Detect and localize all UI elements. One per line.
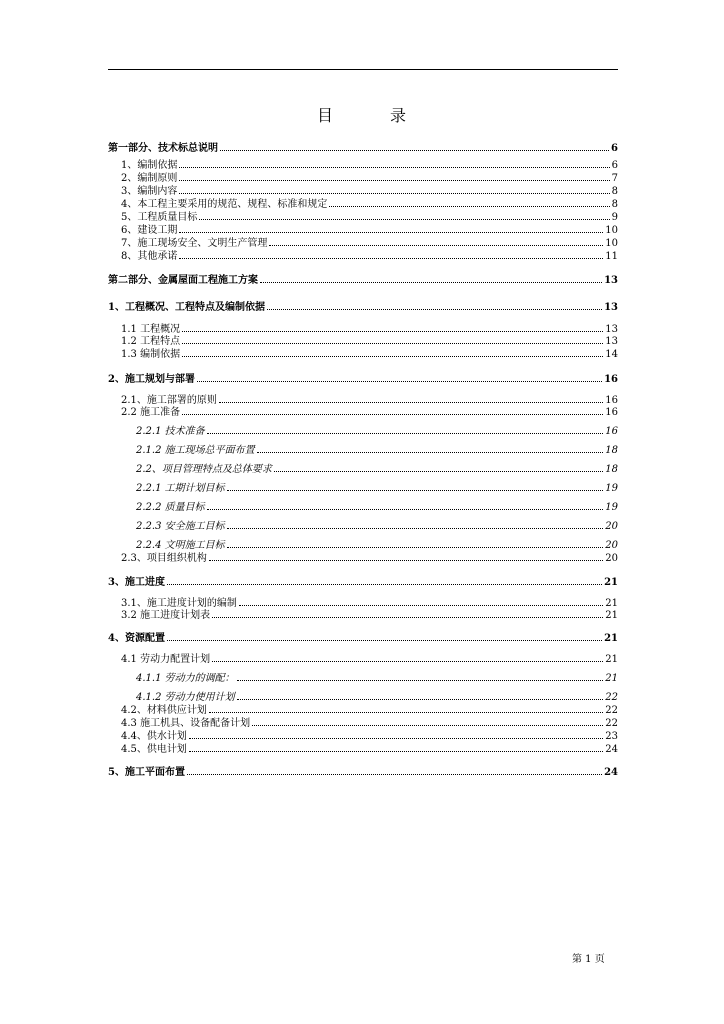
toc-entry-page: 7 xyxy=(611,173,618,184)
toc-entry-label: 2、施工规划与部署 xyxy=(108,374,195,385)
toc-entry[interactable] xyxy=(108,250,618,263)
toc-dot-leader xyxy=(220,142,609,151)
toc-entry-label: 3.2 施工进度计划表 xyxy=(121,610,211,621)
toc-dot-leader xyxy=(237,691,604,700)
toc-entry-page: 16 xyxy=(605,395,618,406)
toc-entry[interactable] xyxy=(108,142,618,155)
toc-dot-leader xyxy=(179,250,603,259)
toc-entry-page: 21 xyxy=(605,673,618,684)
toc-entry[interactable] xyxy=(108,224,618,237)
toc-entry[interactable] xyxy=(108,717,618,730)
toc-entry-label: 4.1 劳动力配置计划 xyxy=(121,654,211,665)
toc-dot-leader xyxy=(227,539,604,548)
toc-entry-label: 第一部分、技术标总说明 xyxy=(108,143,218,154)
toc-entry-label: 2.2.1 技术准备 xyxy=(136,426,205,437)
page-number-footer: 第 1 页 xyxy=(572,954,605,965)
toc-entry-page: 22 xyxy=(605,718,618,729)
toc-entry-label: 4.1.1 劳动力的调配： xyxy=(136,673,235,684)
toc-dot-leader xyxy=(197,373,602,382)
toc-dot-leader xyxy=(182,406,603,415)
toc-entry-page: 11 xyxy=(605,251,618,262)
toc-entry-page: 22 xyxy=(605,705,618,716)
toc-entry-label: 3.1、施工进度计划的编制 xyxy=(121,598,237,609)
toc-dot-leader xyxy=(167,576,602,585)
toc-entry-page: 24 xyxy=(604,767,618,778)
toc-entry-label: 4.1.2 劳动力使用计划 xyxy=(136,692,235,703)
toc-entry[interactable] xyxy=(108,539,618,552)
title-char-1: 目 xyxy=(316,106,334,125)
toc-entry-page: 21 xyxy=(604,633,618,644)
page-title xyxy=(0,103,724,126)
toc-entry[interactable] xyxy=(108,552,618,565)
toc-entry-label: 2.2.1 工期计划目标 xyxy=(136,483,225,494)
toc-entry-page: 6 xyxy=(611,160,618,171)
toc-entry-label: 5、工程质量目标 xyxy=(121,212,198,223)
toc-entry[interactable] xyxy=(108,463,618,476)
toc-dot-leader xyxy=(182,348,603,357)
toc-entry-label: 2.2.3 安全施工目标 xyxy=(136,521,225,532)
toc-entry[interactable] xyxy=(108,730,618,743)
toc-entry[interactable] xyxy=(108,172,618,185)
toc-entry[interactable] xyxy=(108,609,618,622)
toc-entry-page: 10 xyxy=(605,238,618,249)
toc-entry-label: 2.2.2 质量目标 xyxy=(136,502,205,513)
toc-entry[interactable] xyxy=(108,373,618,386)
toc-entry-page: 13 xyxy=(605,324,618,335)
title-char-2: 录 xyxy=(390,106,408,125)
toc-dot-leader xyxy=(212,609,603,618)
toc-dot-leader xyxy=(179,224,603,233)
toc-entry-label: 4、资源配置 xyxy=(108,633,165,644)
toc-entry-label: 2.2.4 文明施工目标 xyxy=(136,540,225,551)
toc-entry-page: 21 xyxy=(604,577,618,588)
toc-dot-leader xyxy=(227,482,604,491)
toc-entry[interactable] xyxy=(108,185,618,198)
toc-entry[interactable] xyxy=(108,482,618,495)
toc-dot-leader xyxy=(219,394,603,403)
toc-entry-page: 13 xyxy=(605,336,618,347)
toc-dot-leader xyxy=(227,520,604,529)
toc-dot-leader xyxy=(260,274,602,283)
toc-dot-leader xyxy=(182,335,603,344)
toc-entry-label: 2.1.2 施工现场总平面布置 xyxy=(136,445,255,456)
toc-entry-page: 8 xyxy=(611,186,618,197)
toc-dot-leader xyxy=(209,704,603,713)
toc-entry-page: 19 xyxy=(605,483,618,494)
toc-entry-page: 24 xyxy=(605,744,618,755)
toc-entry-label: 1、编制依据 xyxy=(121,160,178,171)
toc-entry-page: 8 xyxy=(611,199,618,210)
toc-entry[interactable] xyxy=(108,406,618,419)
toc-entry-label: 6、建设工期 xyxy=(121,225,178,236)
toc-dot-leader xyxy=(182,323,603,332)
toc-entry[interactable] xyxy=(108,425,618,438)
toc-entry-label: 5、施工平面布置 xyxy=(108,767,185,778)
toc-entry-page: 18 xyxy=(605,464,618,475)
toc-dot-leader xyxy=(269,237,603,246)
toc-entry-label: 第二部分、金属屋面工程施工方案 xyxy=(108,275,258,286)
toc-entry[interactable] xyxy=(108,198,618,211)
toc-entry-page: 6 xyxy=(611,143,618,154)
toc-dot-leader xyxy=(207,425,604,434)
toc-entry[interactable] xyxy=(108,632,618,645)
toc-dot-leader xyxy=(199,211,609,220)
toc-entry-page: 21 xyxy=(605,654,618,665)
toc-entry-page: 13 xyxy=(604,302,618,313)
toc-dot-leader xyxy=(189,743,603,752)
toc-entry-page: 13 xyxy=(604,275,618,286)
toc-entry-page: 16 xyxy=(605,407,618,418)
toc-entry-page: 19 xyxy=(605,502,618,513)
toc-entry[interactable] xyxy=(108,348,618,361)
toc-dot-leader xyxy=(257,444,604,453)
toc-dot-leader xyxy=(274,463,603,472)
toc-entry-label: 8、其他承诺 xyxy=(121,251,178,262)
toc-entry-page: 20 xyxy=(605,540,618,551)
toc-dot-leader xyxy=(239,597,603,606)
toc-entry-page: 22 xyxy=(605,692,618,703)
toc-entry[interactable] xyxy=(108,274,618,287)
toc-entry-label: 1、工程概况、工程特点及编制依据 xyxy=(108,302,265,313)
toc-dot-leader xyxy=(252,717,603,726)
toc-entry-page: 10 xyxy=(605,225,618,236)
toc-entry-page: 16 xyxy=(604,374,618,385)
toc-entry-label: 3、施工进度 xyxy=(108,577,165,588)
toc-entry[interactable] xyxy=(108,520,618,533)
toc-entry[interactable] xyxy=(108,335,618,348)
toc-entry[interactable] xyxy=(108,672,618,685)
toc-dot-leader xyxy=(329,198,609,207)
toc-entry-label: 7、施工现场安全、文明生产管理 xyxy=(121,238,268,249)
toc-dot-leader xyxy=(237,672,604,681)
toc-entry[interactable] xyxy=(108,237,618,250)
header-rule xyxy=(108,69,618,70)
toc-entry-page: 23 xyxy=(605,731,618,742)
toc-dot-leader xyxy=(207,501,604,510)
toc-entry-label: 4.4、供水计划 xyxy=(121,731,187,742)
toc-entry[interactable] xyxy=(108,743,618,756)
toc-entry-label: 2.1、施工部署的原则 xyxy=(121,395,217,406)
toc-dot-leader xyxy=(179,185,609,194)
toc-entry-label: 1.3 编制依据 xyxy=(121,349,181,360)
toc-entry-page: 18 xyxy=(605,445,618,456)
toc-entry[interactable] xyxy=(108,211,618,224)
toc-entry-label: 2、编制原则 xyxy=(121,173,178,184)
toc-entry-label: 2.2 施工准备 xyxy=(121,407,181,418)
toc-entry-label: 4.2、材料供应计划 xyxy=(121,705,207,716)
toc-dot-leader xyxy=(267,301,602,310)
toc-entry-label: 1.2 工程特点 xyxy=(121,336,181,347)
toc-entry-label: 2.3、项目组织机构 xyxy=(121,553,207,564)
toc-dot-leader xyxy=(212,653,603,662)
toc-entry[interactable] xyxy=(108,301,618,314)
toc-entry-label: 1.1 工程概况 xyxy=(121,324,181,335)
toc-dot-leader xyxy=(189,730,603,739)
toc-entry[interactable] xyxy=(108,704,618,717)
toc-entry-label: 3、编制内容 xyxy=(121,186,178,197)
toc-entry[interactable] xyxy=(108,653,618,666)
toc-entry-label: 4.3 施工机具、设备配备计划 xyxy=(121,718,251,729)
toc-dot-leader xyxy=(209,552,603,561)
toc-entry[interactable] xyxy=(108,691,618,704)
toc-dot-leader xyxy=(179,159,609,168)
toc-entry[interactable] xyxy=(108,766,618,779)
toc-entry-label: 4、本工程主要采用的规范、规程、标准和规定 xyxy=(121,199,328,210)
toc-entry-page: 20 xyxy=(605,521,618,532)
toc-entry-page: 9 xyxy=(611,212,618,223)
toc-dot-leader xyxy=(167,632,602,641)
toc-entry-page: 14 xyxy=(605,349,618,360)
toc-entry-page: 21 xyxy=(605,610,618,621)
toc-entry-page: 21 xyxy=(605,598,618,609)
toc-entry[interactable] xyxy=(108,576,618,589)
toc-entry[interactable] xyxy=(108,501,618,514)
toc-entry[interactable] xyxy=(108,444,618,457)
toc-entry[interactable] xyxy=(108,159,618,172)
toc-entry-label: 2.2、项目管理特点及总体要求 xyxy=(136,464,272,475)
toc-entry-label: 4.5、供电计划 xyxy=(121,744,187,755)
toc-dot-leader xyxy=(179,172,609,181)
toc-entry-page: 16 xyxy=(605,426,618,437)
toc-dot-leader xyxy=(187,766,602,775)
toc-entry-page: 20 xyxy=(605,553,618,564)
